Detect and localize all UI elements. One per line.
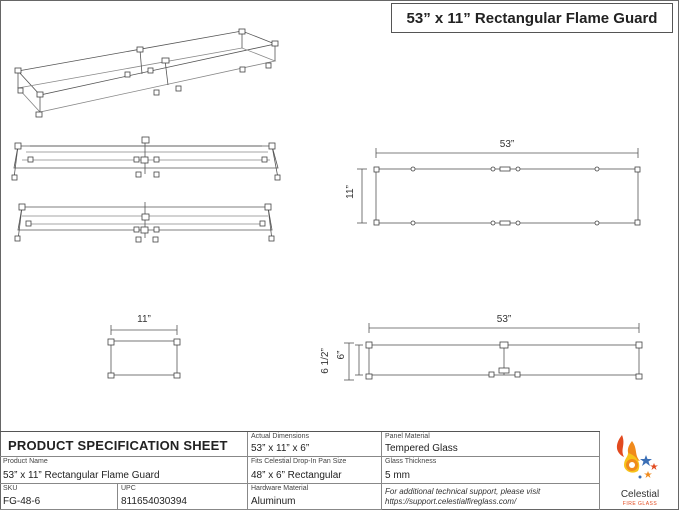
fits-pan-cell bbox=[248, 457, 382, 484]
actual-dimensions-cell bbox=[248, 432, 382, 457]
upc-value: 811654030394 bbox=[121, 496, 187, 507]
celestial-logo bbox=[602, 431, 678, 509]
actual-dimensions-value: 53” x 11” x 6” bbox=[251, 443, 310, 454]
support-cell bbox=[382, 484, 600, 510]
product-name-cell bbox=[0, 457, 248, 484]
angled-view-top bbox=[12, 137, 280, 180]
spec-heading-cell bbox=[0, 432, 248, 457]
glass-thickness-cell bbox=[382, 457, 600, 484]
support-link[interactable]: https://support.celestialfireglass.com/ bbox=[385, 497, 517, 506]
hardware-value: Aluminum bbox=[251, 496, 296, 507]
front-view-width-label: 53” bbox=[496, 314, 512, 325]
sku-cell bbox=[0, 484, 118, 510]
end-view bbox=[108, 325, 180, 378]
specification-table bbox=[0, 431, 600, 510]
sku-value: FG-48-6 bbox=[3, 496, 41, 507]
glass-thickness-label: Glass Thickness bbox=[385, 458, 437, 465]
logo-name: Celestial bbox=[620, 489, 660, 500]
hardware-cell bbox=[248, 484, 382, 510]
top-view-depth-label: 11” bbox=[345, 185, 356, 199]
panel-material-cell bbox=[382, 432, 600, 457]
upc-label: UPC bbox=[121, 485, 136, 492]
panel-material-value: Tempered Glass bbox=[385, 443, 458, 454]
product-name-value: 53” x 11” Rectangular Flame Guard bbox=[3, 470, 160, 481]
angled-view-bottom bbox=[15, 202, 274, 242]
support-text: For additional technical support, please visit bbox=[385, 487, 541, 496]
sku-label: SKU bbox=[3, 485, 18, 492]
glass-thickness-value: 5 mm bbox=[385, 470, 410, 481]
page-title-text: 53” x 11” Rectangular Flame Guard bbox=[406, 9, 658, 27]
actual-dimensions-label: Actual Dimensions bbox=[251, 433, 309, 440]
fits-pan-value: 48” x 6” Rectangular bbox=[251, 470, 342, 481]
fits-pan-label: Fits Celestial Drop-In Pan Size bbox=[251, 458, 347, 465]
top-view bbox=[357, 148, 640, 225]
product-name-label: Product Name bbox=[3, 458, 48, 465]
flame-logo-icon bbox=[602, 431, 678, 491]
upc-cell bbox=[118, 484, 248, 510]
hardware-label: Hardware Material bbox=[251, 485, 309, 492]
top-view-width-label: 53” bbox=[499, 139, 515, 150]
spec-heading: PRODUCT SPECIFICATION SHEET bbox=[8, 438, 228, 453]
end-view-width-label: 11” bbox=[137, 314, 151, 325]
panel-material-label: Panel Material bbox=[385, 433, 430, 440]
front-view-total-height-label: 6 1/2” bbox=[320, 348, 331, 374]
isometric-view bbox=[15, 29, 278, 117]
logo-tagline: FIRE GLASS bbox=[622, 501, 658, 507]
front-view-glass-height-label: 6” bbox=[336, 350, 347, 360]
front-view bbox=[344, 323, 642, 380]
